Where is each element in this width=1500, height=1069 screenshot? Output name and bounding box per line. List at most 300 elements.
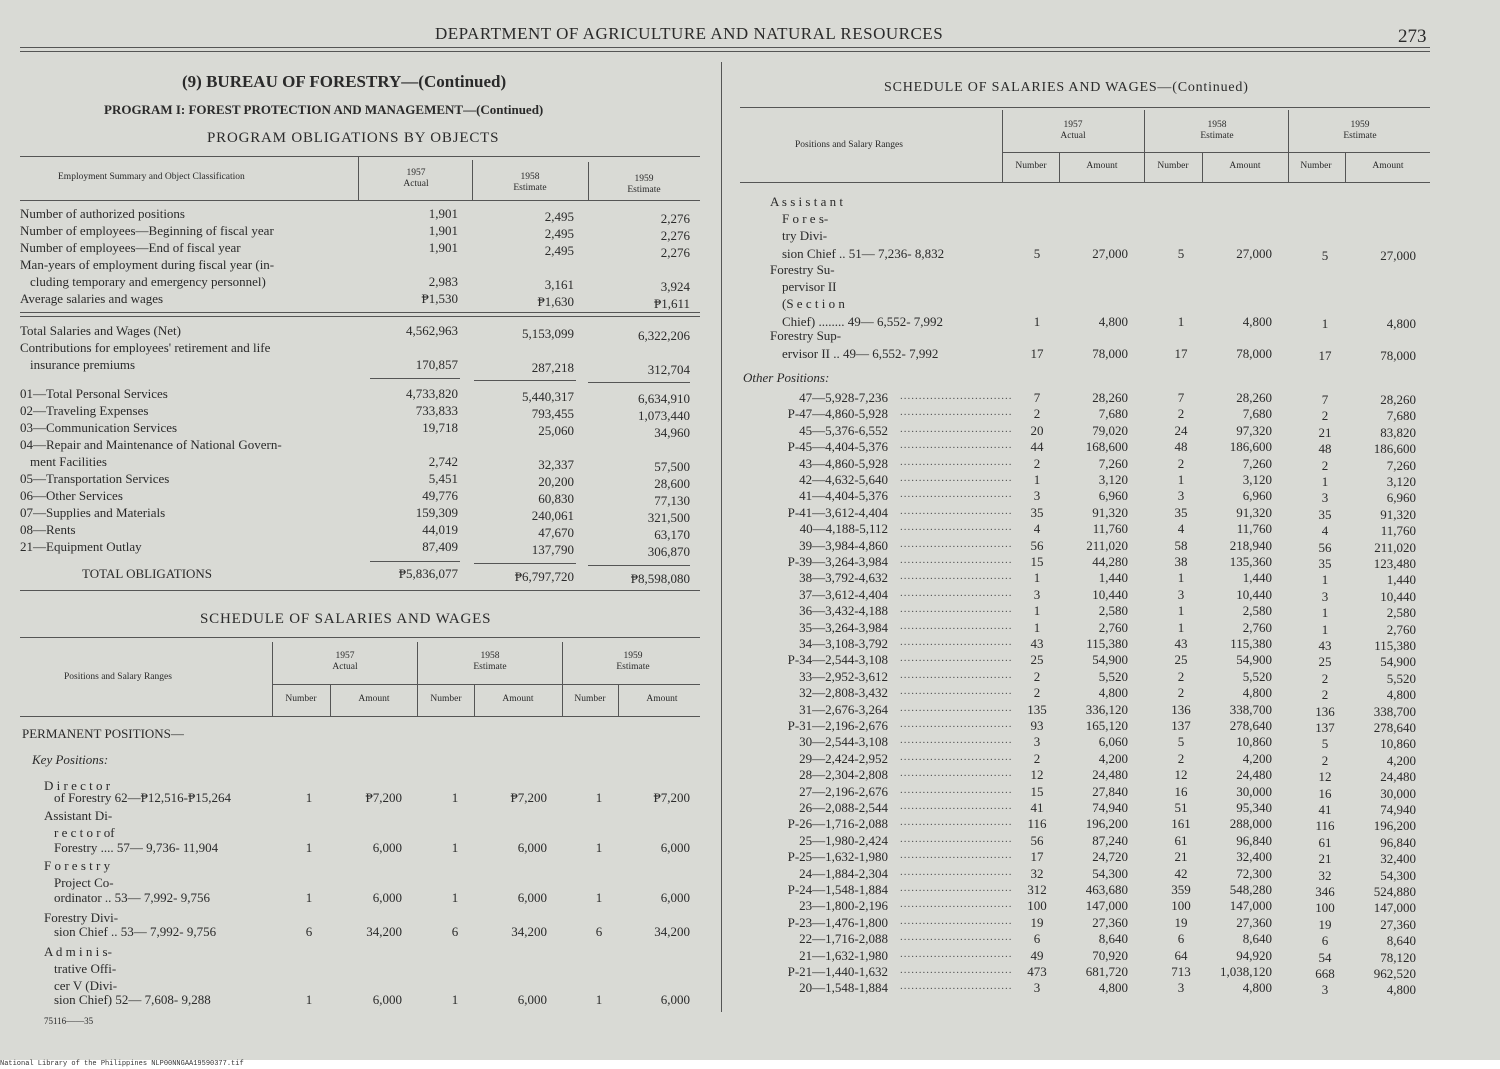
- obj-row-1958: 2,495: [544, 243, 574, 258]
- obj-row-1959: 2,276: [660, 245, 690, 260]
- permanent-positions-label: PERMANENT POSITIONS—: [22, 726, 184, 741]
- key-a1959: ₱7,200: [653, 790, 690, 805]
- n1957: 56: [1030, 538, 1044, 553]
- obj-row-1957: ₱1,530: [421, 291, 458, 306]
- col-amount: Amount: [646, 694, 678, 704]
- a1957: 6,960: [1098, 488, 1128, 503]
- other-position-row: [0, 718, 1500, 734]
- n1958: 25: [1174, 652, 1188, 667]
- table-rule: [370, 378, 460, 379]
- other-positions-label: Other Positions:: [743, 370, 830, 385]
- n1957: 19: [1030, 915, 1044, 930]
- sched-col-1958: 1958 Estimate: [473, 651, 507, 672]
- a1959: 8,640: [1386, 933, 1416, 948]
- obj-row-1958: 60,830: [538, 491, 574, 506]
- a1957: 24,480: [1092, 767, 1128, 782]
- obj-row-label: Contributions for employees' retirement and life: [20, 340, 271, 355]
- col-amount: Amount: [1229, 161, 1261, 171]
- obj-row-label: 21—Equipment Outlay: [20, 539, 142, 554]
- leader-dots: ..............................: [900, 784, 1013, 796]
- n1959: 1: [1321, 474, 1329, 489]
- obj-row-1959: 77,130: [654, 493, 690, 508]
- leader-dots: ..............................: [900, 456, 1013, 468]
- key-n1959: 1: [595, 790, 603, 805]
- leader-dots: ..............................: [900, 423, 1013, 435]
- a1959: 3,120: [1386, 474, 1416, 489]
- a1959: 6,960: [1386, 490, 1416, 505]
- table-rule: [588, 382, 690, 383]
- key-n1959: 5: [1321, 248, 1329, 263]
- a1958: 32,400: [1236, 849, 1272, 864]
- a1957: 147,000: [1085, 898, 1128, 913]
- n1958: 42: [1174, 866, 1188, 881]
- a1957: 24,720: [1092, 849, 1128, 864]
- a1959: 32,400: [1380, 851, 1416, 866]
- salary-range: 34—3,108-3,792: [799, 636, 888, 651]
- other-position-row: [0, 898, 1500, 914]
- salary-range: P-26—1,716-2,088: [787, 816, 888, 831]
- table-rule: [20, 312, 700, 313]
- obj-row-1958: ₱1,630: [537, 294, 574, 309]
- obj-row-1959: 3,924: [660, 279, 690, 294]
- n1957: 56: [1030, 833, 1044, 848]
- a1959: 4,200: [1386, 753, 1416, 768]
- program-title: PROGRAM I: FOREST PROTECTION AND MANAGEMENT—(Continued): [104, 102, 544, 117]
- obj-row-1959: ₱1,611: [654, 296, 690, 311]
- a1957: 2,580: [1098, 603, 1128, 618]
- a1959: 123,480: [1373, 556, 1416, 571]
- a1957: 168,600: [1085, 439, 1128, 454]
- key-n1959: 1: [595, 840, 603, 855]
- col-amount: Amount: [502, 694, 534, 704]
- a1957: 463,680: [1085, 882, 1128, 897]
- key-n1958: 17: [1174, 346, 1188, 361]
- salary-range: P-21—1,440-1,632: [787, 964, 888, 979]
- n1957: 12: [1030, 767, 1044, 782]
- a1958: 4,200: [1242, 751, 1272, 766]
- position-title-line: Project Co-: [54, 875, 114, 890]
- obj-col-label: Employment Summary and Object Classification: [58, 172, 245, 182]
- key-n1959: 1: [595, 890, 603, 905]
- a1958: 1,038,120: [1220, 964, 1272, 979]
- col-number: Number: [1015, 161, 1047, 171]
- other-position-row: [0, 423, 1500, 439]
- key-n1958: 1: [451, 790, 459, 805]
- a1959: 24,480: [1380, 769, 1416, 784]
- a1959: 7,260: [1386, 458, 1416, 473]
- n1958: 35: [1174, 505, 1188, 520]
- salary-range: 36—3,432-4,188: [799, 603, 888, 618]
- other-position-row: [0, 702, 1500, 718]
- obj-row-1957: 87,409: [422, 539, 458, 554]
- obj-row-1959: 6,322,206: [638, 328, 690, 343]
- n1959: 43: [1318, 638, 1332, 653]
- n1957: 312: [1027, 882, 1047, 897]
- a1957: 2,760: [1098, 620, 1128, 635]
- n1958: 1: [1177, 620, 1185, 635]
- a1957: 8,640: [1098, 931, 1128, 946]
- key-n1959: 1: [595, 992, 603, 1007]
- n1959: 1: [1321, 622, 1329, 637]
- position-range: ervisor II .. 49— 6,552- 7,992: [782, 346, 939, 361]
- footnote: 75116——35: [44, 1016, 94, 1026]
- a1958: 28,260: [1236, 390, 1272, 405]
- position-title-line: A d m i n i s-: [44, 944, 112, 959]
- leader-dots: ..............................: [900, 554, 1013, 566]
- obj-row-1959: 312,704: [647, 362, 690, 377]
- n1957: 35: [1030, 505, 1044, 520]
- a1957: 5,520: [1098, 669, 1128, 684]
- obj-row-1957: 1,901: [428, 206, 458, 221]
- key-n1958: 1: [1177, 314, 1185, 329]
- key-a1957: 4,800: [1098, 314, 1128, 329]
- a1957: 7,260: [1098, 456, 1128, 471]
- key-n1957: 1: [305, 790, 313, 805]
- leader-dots: ..............................: [900, 980, 1013, 992]
- salary-range: 31—2,676-3,264: [799, 702, 888, 717]
- n1957: 93: [1030, 718, 1044, 733]
- bureau-title: (9) BUREAU OF FORESTRY—(Continued): [182, 72, 507, 91]
- obj-row-label: 05—Transportation Services: [20, 471, 170, 486]
- leader-dots: ..............................: [900, 931, 1013, 943]
- r-col-1957: 1957 Actual: [1060, 120, 1086, 141]
- n1958: 5: [1177, 734, 1185, 749]
- col-amount: Amount: [1372, 161, 1404, 171]
- a1959: 27,360: [1380, 917, 1416, 932]
- leader-dots: ..............................: [900, 767, 1013, 779]
- a1957: 70,920: [1092, 948, 1128, 963]
- other-position-row: [0, 751, 1500, 767]
- n1957: 2: [1033, 669, 1041, 684]
- other-position-row: [0, 652, 1500, 668]
- leader-dots: ..............................: [900, 849, 1013, 861]
- other-position-row: [0, 833, 1500, 849]
- n1959: 48: [1318, 441, 1332, 456]
- leader-dots: ..............................: [900, 800, 1013, 812]
- n1959: 2: [1321, 408, 1329, 423]
- other-position-row: [0, 620, 1500, 636]
- obj-row-1959: 306,870: [647, 544, 690, 559]
- key-n1957: 6: [305, 924, 313, 939]
- obj-row-1957: ₱5,836,077: [398, 566, 458, 581]
- obj-row-label: cluding temporary and emergency personnel): [30, 274, 266, 289]
- a1959: 186,600: [1373, 441, 1416, 456]
- key-a1957: 34,200: [366, 924, 402, 939]
- n1958: 12: [1174, 767, 1188, 782]
- n1959: 7: [1321, 392, 1329, 407]
- n1959: 32: [1318, 868, 1332, 883]
- a1959: 5,520: [1386, 671, 1416, 686]
- obj-row-1958: 287,218: [531, 360, 574, 375]
- n1958: 21: [1174, 849, 1188, 864]
- n1957: 17: [1030, 849, 1044, 864]
- n1959: 41: [1318, 802, 1332, 817]
- position-title-line: (S e c t i o n: [782, 296, 845, 311]
- a1958: 5,520: [1242, 669, 1272, 684]
- key-a1958: ₱7,200: [510, 790, 547, 805]
- a1958: 278,640: [1229, 718, 1272, 733]
- n1959: 35: [1318, 556, 1332, 571]
- col-amount: Amount: [358, 694, 390, 704]
- n1958: 16: [1174, 784, 1188, 799]
- obj-row-1957: 19,718: [422, 420, 458, 435]
- obj-row-label: 06—Other Services: [20, 488, 123, 503]
- key-n1958: 1: [451, 840, 459, 855]
- a1957: 4,200: [1098, 751, 1128, 766]
- position-range: ordinator .. 53— 7,992- 9,756: [54, 890, 210, 905]
- obj-row-1958: 793,455: [531, 406, 574, 421]
- leader-dots: ..............................: [900, 833, 1013, 845]
- a1959: 91,320: [1380, 507, 1416, 522]
- position-title-line: D i r e c t o r: [44, 778, 111, 793]
- r-col-1958: 1958 Estimate: [1200, 120, 1234, 141]
- a1958: 11,760: [1236, 521, 1272, 536]
- n1958: 1: [1177, 603, 1185, 618]
- other-position-row: [0, 456, 1500, 472]
- a1959: 4,800: [1386, 982, 1416, 997]
- n1958: 38: [1174, 554, 1188, 569]
- n1958: 43: [1174, 636, 1188, 651]
- key-a1959: 6,000: [660, 992, 690, 1007]
- other-position-row: [0, 784, 1500, 800]
- key-a1958: 6,000: [517, 840, 547, 855]
- leader-dots: ..............................: [900, 964, 1013, 976]
- n1957: 2: [1033, 406, 1041, 421]
- position-title-line: Forestry Sup-: [770, 328, 842, 343]
- obj-row-1959: ₱8,598,080: [630, 571, 690, 586]
- position-range: of Forestry 62—₱12,516-₱15,264: [54, 790, 231, 805]
- a1958: 6,960: [1242, 488, 1272, 503]
- n1957: 25: [1030, 652, 1044, 667]
- key-a1958: 27,000: [1236, 246, 1272, 261]
- leader-dots: ..............................: [900, 472, 1013, 484]
- obj-row-1958: 2,495: [544, 226, 574, 241]
- leader-dots: ..............................: [900, 521, 1013, 533]
- salary-range: 29—2,424-2,952: [799, 751, 888, 766]
- a1959: 4,800: [1386, 687, 1416, 702]
- n1957: 43: [1030, 636, 1044, 651]
- obj-row-label: ment Facilities: [30, 454, 107, 469]
- salary-range: 24—1,884-2,304: [799, 866, 888, 881]
- n1958: 2: [1177, 406, 1185, 421]
- obj-row-label: Number of employees—End of fiscal year: [20, 240, 241, 255]
- key-n1959: 6: [595, 924, 603, 939]
- salary-range: P-39—3,264-3,984: [787, 554, 888, 569]
- n1957: 3: [1033, 734, 1041, 749]
- a1957: 27,840: [1092, 784, 1128, 799]
- leader-dots: ..............................: [900, 816, 1013, 828]
- n1957: 473: [1027, 964, 1047, 979]
- salary-range: P-24—1,548-1,884: [787, 882, 888, 897]
- a1959: 211,020: [1374, 540, 1416, 555]
- other-position-row: [0, 505, 1500, 521]
- obj-row-1957: 733,833: [415, 403, 458, 418]
- n1957: 1: [1033, 603, 1041, 618]
- salary-range: 43—4,860-5,928: [799, 456, 888, 471]
- n1959: 137: [1315, 720, 1335, 735]
- salary-range: P-23—1,476-1,800: [787, 915, 888, 930]
- a1957: 79,020: [1092, 423, 1128, 438]
- obj-row-1957: 1,901: [428, 240, 458, 255]
- key-a1959: 6,000: [660, 840, 690, 855]
- a1958: 2,760: [1242, 620, 1272, 635]
- n1958: 136: [1171, 702, 1191, 717]
- obj-row-label: Average salaries and wages: [20, 291, 164, 306]
- salary-range: 33—2,952-3,612: [799, 669, 888, 684]
- a1959: 2,580: [1386, 605, 1416, 620]
- salary-range: P-31—2,196-2,676: [787, 718, 888, 733]
- a1959: 10,440: [1380, 589, 1416, 604]
- salary-range: P-45—4,404-5,376: [787, 439, 888, 454]
- other-position-row: [0, 849, 1500, 865]
- right-schedule-title: SCHEDULE OF SALARIES AND WAGES—(Continued): [884, 80, 1249, 95]
- salary-range: 27—2,196-2,676: [799, 784, 888, 799]
- obj-row-label: Man-years of employment during fiscal year (in-: [20, 257, 275, 272]
- col-number: Number: [1300, 161, 1332, 171]
- a1958: 30,000: [1236, 784, 1272, 799]
- n1959: 35: [1318, 507, 1332, 522]
- a1957: 91,320: [1092, 505, 1128, 520]
- a1959: 7,680: [1386, 408, 1416, 423]
- leader-dots: ..............................: [900, 439, 1013, 451]
- a1959: 278,640: [1373, 720, 1416, 735]
- salary-range: 22—1,716-2,088: [799, 931, 888, 946]
- col-amount: Amount: [1086, 161, 1118, 171]
- n1958: 19: [1174, 915, 1188, 930]
- leader-dots: ..............................: [900, 570, 1013, 582]
- a1959: 2,760: [1386, 622, 1416, 637]
- n1957: 41: [1030, 800, 1044, 815]
- obj-row-label: 07—Supplies and Materials: [20, 505, 166, 520]
- n1959: 21: [1318, 851, 1332, 866]
- salary-range: 28—2,304-2,808: [799, 767, 888, 782]
- a1959: 96,840: [1380, 835, 1416, 850]
- obj-row-1959: 2,276: [660, 211, 690, 226]
- leader-dots: ..............................: [900, 603, 1013, 615]
- salary-range: 32—2,808-3,432: [799, 685, 888, 700]
- n1957: 116: [1027, 816, 1047, 831]
- n1959: 1: [1321, 572, 1329, 587]
- obj-row-1958: 240,061: [531, 508, 574, 523]
- scan-footer: National Library of the Philippines NLP00NNGAA19590377.tif: [0, 1060, 1500, 1069]
- salary-range: 38—3,792-4,632: [799, 570, 888, 585]
- leader-dots: ..............................: [900, 505, 1013, 517]
- key-a1959: 4,800: [1386, 316, 1416, 331]
- a1958: 24,480: [1236, 767, 1272, 782]
- n1957: 4: [1033, 521, 1041, 536]
- obligations-title: PROGRAM OBLIGATIONS BY OBJECTS: [207, 130, 500, 146]
- obj-row-1958: ₱6,797,720: [514, 569, 574, 584]
- a1958: 7,680: [1242, 406, 1272, 421]
- a1958: 91,320: [1236, 505, 1272, 520]
- n1957: 3: [1033, 980, 1041, 995]
- leader-dots: ..............................: [900, 390, 1013, 402]
- key-a1959: 34,200: [654, 924, 690, 939]
- schedule-title: SCHEDULE OF SALARIES AND WAGES: [200, 611, 492, 627]
- other-position-row: [0, 800, 1500, 816]
- a1957: 4,800: [1098, 980, 1128, 995]
- n1959: 56: [1318, 540, 1332, 555]
- n1958: 51: [1174, 800, 1188, 815]
- leader-dots: ..............................: [900, 652, 1013, 664]
- other-position-row: [0, 439, 1500, 455]
- obj-row-label: TOTAL OBLIGATIONS: [82, 566, 213, 581]
- header-rule: [20, 47, 1430, 48]
- other-position-row: [0, 816, 1500, 832]
- a1957: 27,360: [1092, 915, 1128, 930]
- n1958: 24: [1174, 423, 1188, 438]
- n1957: 2: [1033, 456, 1041, 471]
- salary-range: 21—1,632-1,980: [799, 948, 888, 963]
- salary-range: 45—5,376-6,552: [799, 423, 888, 438]
- position-title-line: F o r e s t r y: [44, 858, 111, 873]
- key-a1957: ₱7,200: [365, 790, 402, 805]
- other-position-row: [0, 915, 1500, 931]
- a1959: 54,300: [1380, 868, 1416, 883]
- other-position-row: [0, 882, 1500, 898]
- salary-range: P-41—3,612-4,404: [787, 505, 888, 520]
- leader-dots: ..............................: [900, 948, 1013, 960]
- n1957: 15: [1030, 784, 1044, 799]
- key-a1957: 78,000: [1092, 346, 1128, 361]
- obj-row-1957: 170,857: [415, 357, 458, 372]
- obj-row-1959: 1,073,440: [638, 408, 690, 423]
- col-number: Number: [574, 694, 606, 704]
- n1959: 4: [1321, 523, 1329, 538]
- key-a1958: 4,800: [1242, 314, 1272, 329]
- other-position-row: [0, 948, 1500, 964]
- n1958: 137: [1171, 718, 1191, 733]
- salary-range: 35—3,264-3,984: [799, 620, 888, 635]
- n1958: 2: [1177, 669, 1185, 684]
- key-n1958: 5: [1177, 246, 1185, 261]
- n1958: 2: [1177, 751, 1185, 766]
- n1957: 15: [1030, 554, 1044, 569]
- position-range: sion Chief .. 51— 7,236- 8,832: [782, 246, 945, 261]
- a1957: 6,060: [1098, 734, 1128, 749]
- obj-row-1959: 57,500: [654, 459, 690, 474]
- col-number: Number: [430, 694, 462, 704]
- key-n1959: 17: [1318, 348, 1332, 363]
- leader-dots: ..............................: [900, 734, 1013, 746]
- n1958: 61: [1174, 833, 1188, 848]
- key-n1959: 1: [1321, 316, 1329, 331]
- n1958: 1: [1177, 472, 1185, 487]
- a1958: 548,280: [1229, 882, 1272, 897]
- obj-row-1959: 34,960: [654, 425, 690, 440]
- position-title-line: A s s i s t a n t: [770, 194, 843, 209]
- n1959: 1: [1321, 605, 1329, 620]
- n1959: 2: [1321, 671, 1329, 686]
- obj-row-1958: 5,153,099: [522, 326, 574, 341]
- leader-dots: ..............................: [900, 587, 1013, 599]
- a1958: 54,900: [1236, 652, 1272, 667]
- a1958: 96,840: [1236, 833, 1272, 848]
- position-title-line: cer V (Divi-: [54, 978, 118, 993]
- header-rule-2: [20, 51, 1430, 52]
- obj-row-1958: 47,670: [538, 525, 574, 540]
- n1957: 100: [1027, 898, 1047, 913]
- other-position-row: [0, 685, 1500, 701]
- leader-dots: ..............................: [900, 882, 1013, 894]
- key-a1959: 6,000: [660, 890, 690, 905]
- obj-row-1957: 4,733,820: [406, 386, 458, 401]
- a1958: 72,300: [1236, 866, 1272, 881]
- other-position-row: [0, 734, 1500, 750]
- obj-row-1957: 2,983: [428, 274, 458, 289]
- position-title-line: Forestry Su-: [770, 262, 835, 277]
- a1958: 97,320: [1236, 423, 1272, 438]
